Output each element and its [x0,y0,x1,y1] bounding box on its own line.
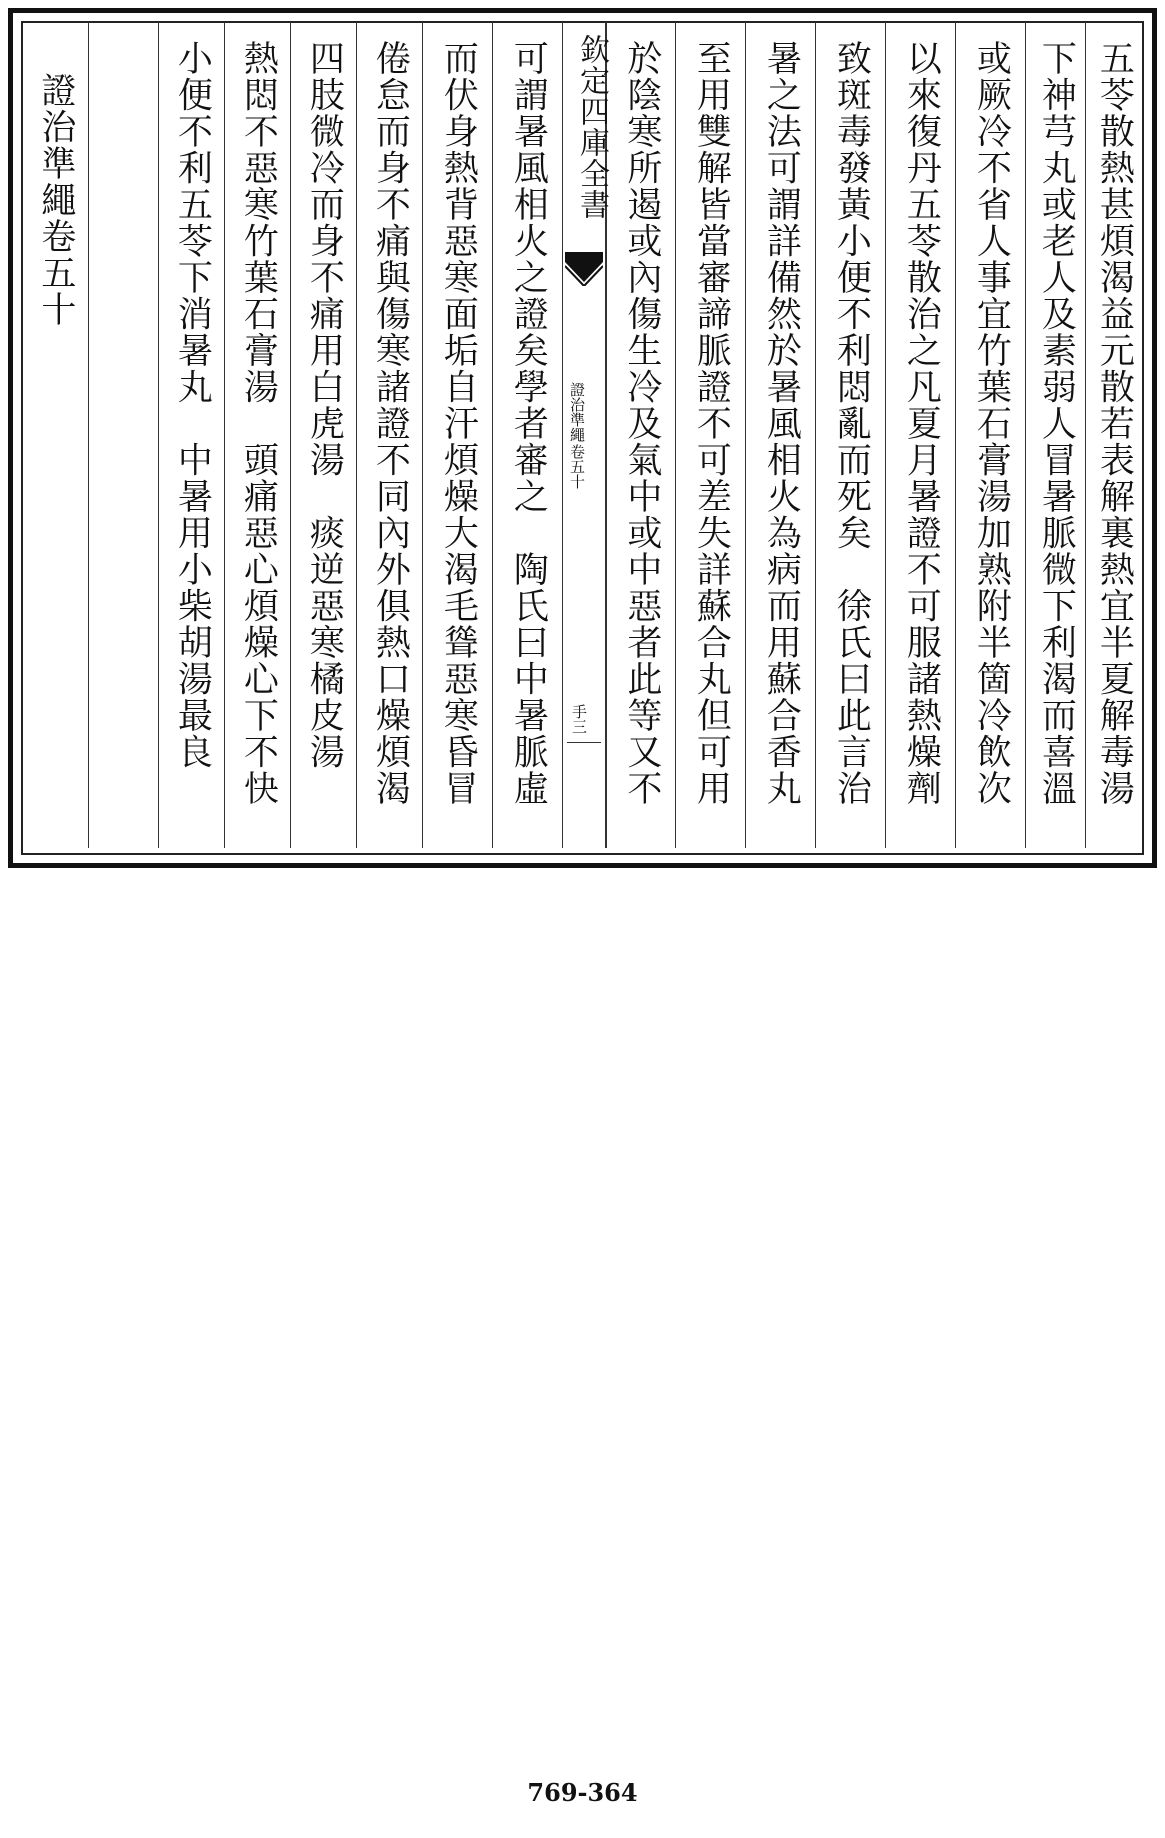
text-column [224,22,290,848]
column-text: 暑之法可謂詳備然於暑風相火為病而用蘇合香丸 [761,40,802,807]
column-text: 而伏身熱背惡寒面垢自汗煩燥大渴毛聳惡寒昏冒 [438,40,479,807]
column-text: 至用雙解皆當審諦脈證不可差失詳蘇合丸但可用 [691,40,732,807]
center-gutter [562,22,609,848]
fishtail-mark-icon [565,252,603,286]
text-column [422,22,492,848]
column-text: 以來復丹五苓散治之凡夏月暑證不可服諸熱燥劑 [901,40,942,807]
column-text: 四肢微冷而身不痛用白虎湯 痰逆惡寒橘皮湯 [304,40,345,770]
column-text: 五苓散熱甚煩渴益元散若表解裏熱宜半夏解毒湯 [1094,40,1135,807]
text-column [290,22,356,848]
gutter-book-volume [567,382,588,489]
text-column [158,22,224,848]
text-column [885,22,955,848]
text-column [745,22,815,848]
column-text: 於陰寒所遏或內傷生冷及氣中或中惡者此等又不 [621,40,662,807]
column-text: 可謂暑風相火之證矣學者審之 陶氏曰中暑脈虛 [508,40,549,807]
text-column [606,22,675,848]
volume-end-title: 證治準繩卷五十 [35,72,76,328]
gutter-volume: 卷五十 [568,444,586,489]
text-column [1085,22,1141,848]
page-footer-number: 769-364 [527,1778,638,1807]
text-column [22,22,88,848]
column-text: 熱悶不惡寒竹葉石膏湯 頭痛惡心煩燥心下不快 [238,40,279,807]
column-text: 倦怠而身不痛與傷寒諸證不同內外俱熱口燥煩渴 [370,40,411,807]
gutter-book-title: 證治準繩 [568,382,586,442]
text-column [492,22,562,848]
text-column [1025,22,1085,848]
text-column [955,22,1025,848]
gutter-page-number: 手三 [570,704,588,734]
column-text: 或厥冷不省人事宜竹葉石膏湯加熟附半箇冷飲次 [971,40,1012,807]
text-column [356,22,422,848]
column-text: 下神芎丸或老人及素弱人冒暑脈微下利渴而喜溫 [1036,40,1077,807]
empty-column [88,22,158,848]
gutter-title: 欽定四庫全書 [574,34,609,220]
gutter-rule [567,742,601,743]
column-text: 小便不利五苓下消暑丸 中暑用小柴胡湯最良 [172,40,213,770]
text-column [675,22,745,848]
column-text: 致斑毒發黃小便不利悶亂而死矣 徐氏曰此言治 [831,40,872,807]
text-column [815,22,885,848]
